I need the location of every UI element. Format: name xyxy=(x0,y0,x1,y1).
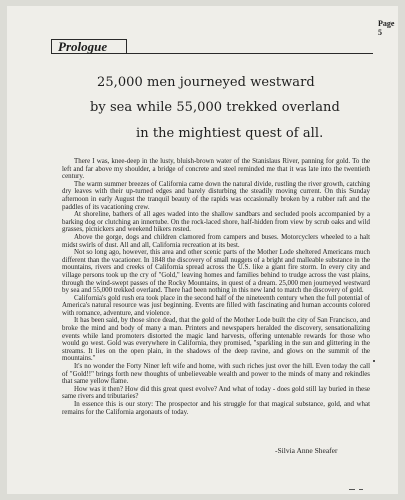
title-line-3: in the mightiest quest of all. xyxy=(136,126,324,141)
document-page xyxy=(7,6,398,494)
page-number: Page 5 xyxy=(378,19,395,37)
paragraph: There I was, knee-deep in the lusty, bluish-brown water of the Stanislaus River, panning for gold. To the left and far above my shoulder, a bridge of concrete and steel reminded me that it was late into the twentieth century. xyxy=(62,157,370,181)
author-signature: -Silvia Anne Sheafer xyxy=(275,446,338,455)
title-line-2: by sea while 55,000 trekked overland xyxy=(90,100,340,115)
heading-rule xyxy=(127,53,373,54)
paragraph: Above the gorge, dogs and children clamored from campers and buses. Motorcyclers wheeled to a halt midst swirls of dust. All and all, California recreation at its best. xyxy=(62,232,370,249)
scan-mark xyxy=(373,360,375,362)
paragraph: How was it then? How did this great quest evolve? And what of today - does gold still lay buried in these same rivers and tributaries? xyxy=(62,384,370,401)
body-text xyxy=(62,158,370,416)
scan-mark xyxy=(349,489,355,490)
section-heading-box xyxy=(51,39,127,54)
scan-mark xyxy=(359,489,363,490)
title-line-1: 25,000 men journeyed westward xyxy=(97,75,315,90)
paragraph: In essence this is our story: The prospector and his struggle for that magical substance, gold, and what remains for the California argonauts of today. xyxy=(62,400,370,416)
paragraph: At shoreline, bathers of all ages waded into the shallow sandbars and secluded pools accompanied by a barking dog or clutching an innertube. On the rock-laced shore, half-hidden from view by scrub oaks and wild grasses, picnickers and weekend hikers rested. xyxy=(62,210,370,234)
section-heading: Prologue xyxy=(58,39,108,54)
paragraph: It has been said, by those since dead, that the gold of the Mother Lode built the city of San Francisco, and broke the mind and body of many a man. Printers and newspapers heralded the discovery, sensationalizing events while land promoters distorted the magic land harvests, offering untenable rewards for those who would go west. Gold was everywhere in California, they promised, "sparkling in the sun and glittering in the streams. It lies on the open plain, in the shadows of the deep ravine, and glows on the summit of the mountains." xyxy=(62,316,370,363)
paragraph: It's no wonder the Forty Niner left wife and home, with such riches just over the hill. Even today the call of "Gold!!" brings forth new thoughts of unbelieveable wealth and power to the minds of many and rekindles that same yellow flame. xyxy=(62,362,370,386)
paragraph: California's gold rush era took place in the second half of the nineteenth century when the full potential of America's natural resource was just beginning. Events are filled with fascinating and human accounts colored with romance, adventure, and violence. xyxy=(62,293,370,317)
paragraph: The warm summer breezes of California came down the natural divide, rustling the river growth, catching dry leaves with their up-turned edges and barely disturbing the steadily moving current. On this Sunday afternoon in early August the tranquil beauty of the rapids was occasionally broken by a rubber raft and the paddles of its vacationing crew. xyxy=(62,179,370,211)
paragraph: Not so long ago, however, this area and other scenic parts of the Mother Lode sheltered Americans much different than the vacationer. In 1848 the discovery of small nuggets of a bright and malleable substance in the mountains, rivers and creeks of California spread across the U.S. like a giant fire storm. In every city and village persons took up the cry of "Gold," leaving homes and families behind to trudge across the vast plains, through the wind-swept passes of the Rocky Mountains, in quest of a dream. 25,000 men journeyed westward by sea and 55,000 trekked overland. There had been nothing in this new land to match the discovery of gold. xyxy=(62,248,370,295)
